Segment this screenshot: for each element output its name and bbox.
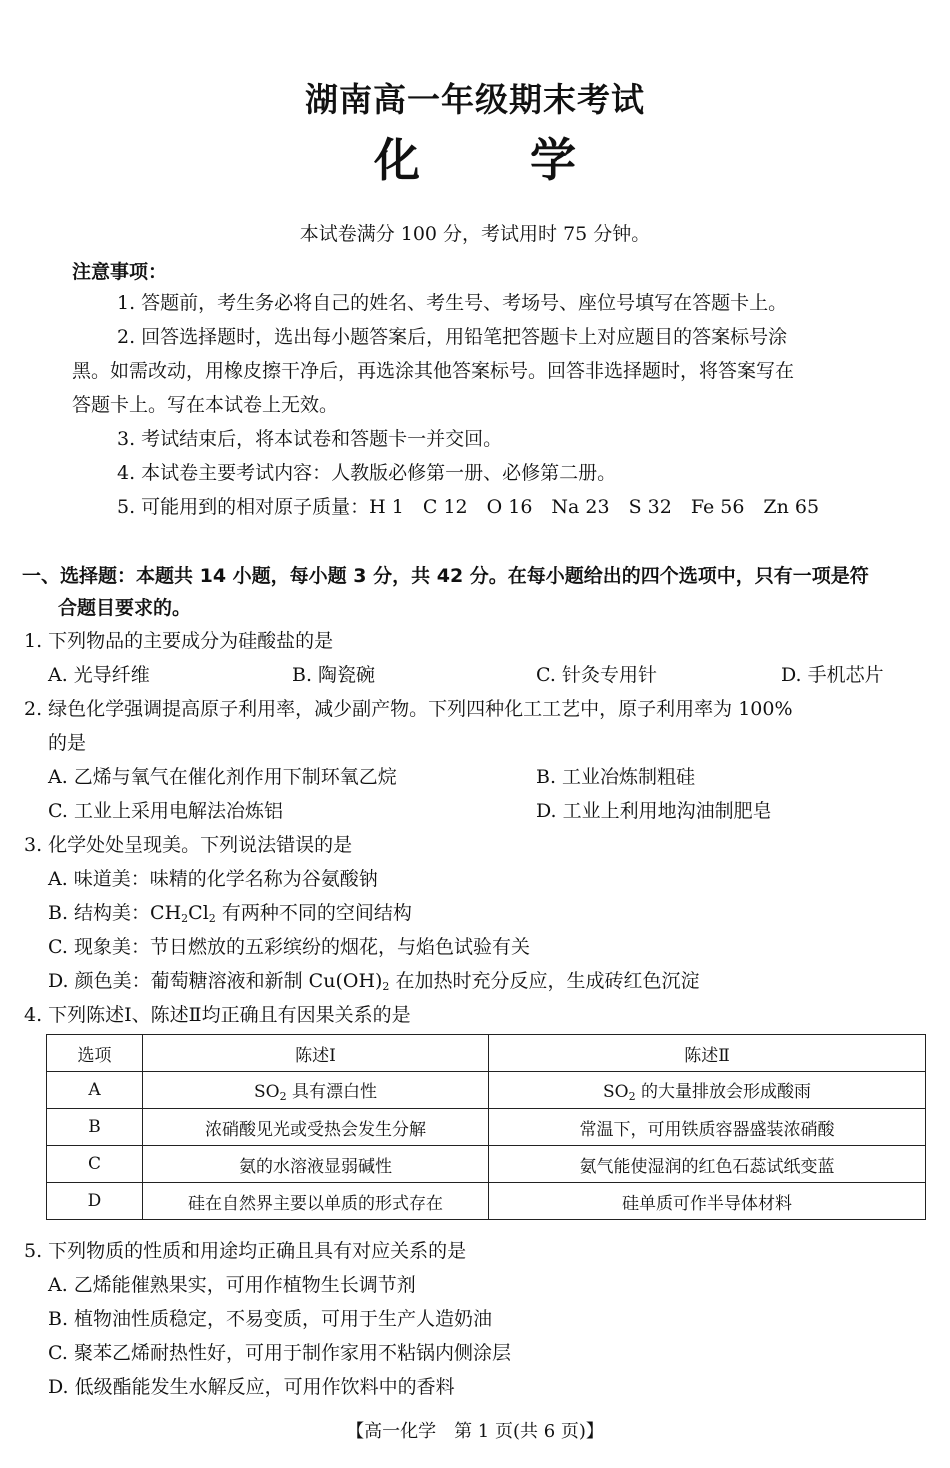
section-heading-line-1: 一、选择题：本题共 14 小题，每小题 3 分，共 42 分。在每小题给出的四个选项中，只有一项是符 bbox=[22, 565, 869, 587]
question-1-option-b: B. 陶瓷碗 bbox=[292, 664, 376, 686]
table-cell: 硅单质可作半导体材料 bbox=[489, 1183, 926, 1220]
question-2-stem-line-1: 2. 绿色化学强调提高原子利用率，减少副产物。下列四种化工工艺中，原子利用率为 100% bbox=[24, 698, 793, 720]
notice-item-3: 3. 考试结束后，将本试卷和答题卡一并交回。 bbox=[117, 428, 503, 450]
question-4-table bbox=[46, 1034, 926, 1220]
table-cell: D bbox=[47, 1183, 143, 1220]
table-cell: 氨的水溶液显弱碱性 bbox=[143, 1146, 489, 1183]
question-4-stem: 4. 下列陈述Ⅰ、陈述Ⅱ均正确且有因果关系的是 bbox=[24, 1004, 411, 1026]
question-3-option-c: C. 现象美：节日燃放的五彩缤纷的烟花，与焰色试验有关 bbox=[48, 936, 530, 958]
section-heading-line-2: 合题目要求的。 bbox=[58, 597, 192, 619]
page-footer: 【高一化学 第 1 页(共 6 页)】 bbox=[346, 1421, 604, 1442]
table-cell: $SO_2$ 的大量排放会形成酸雨 bbox=[489, 1072, 926, 1109]
table-row bbox=[47, 1183, 926, 1220]
table-cell: 硅在自然界主要以单质的形式存在 bbox=[143, 1183, 489, 1220]
question-2-option-b: B. 工业冶炼制粗硅 bbox=[536, 766, 696, 788]
table-cell: 氨气能使湿润的红色石蕊试纸变蓝 bbox=[489, 1146, 926, 1183]
question-2-stem-line-2: 的是 bbox=[48, 732, 87, 754]
table-header-cell: 陈述Ⅱ bbox=[489, 1035, 926, 1072]
question-1-option-c: C. 针灸专用针 bbox=[536, 664, 657, 686]
subject-char-2: 学 bbox=[530, 133, 576, 187]
table-header-cell: 陈述Ⅰ bbox=[143, 1035, 489, 1072]
table-cell: A bbox=[47, 1072, 143, 1109]
question-1-stem: 1. 下列物品的主要成分为硅酸盐的是 bbox=[24, 630, 334, 652]
question-1-option-a: A. 光导纤维 bbox=[48, 664, 150, 686]
question-2-option-a: A. 乙烯与氧气在催化剂作用下制环氧乙烷 bbox=[48, 766, 397, 788]
table-cell: B bbox=[47, 1109, 143, 1146]
question-3-option-d: D. 颜色美：葡萄糖溶液和新制 $Cu(OH)_2$ 在加热时充分反应，生成砖红色沉淀 bbox=[48, 970, 700, 993]
table-cell: 常温下，可用铁质容器盛装浓硝酸 bbox=[489, 1109, 926, 1146]
table-row bbox=[47, 1146, 926, 1183]
table-cell: $SO_2$ 具有漂白性 bbox=[143, 1072, 489, 1109]
table-cell: C bbox=[47, 1146, 143, 1183]
question-5-option-b: B. 植物油性质稳定，不易变质，可用于生产人造奶油 bbox=[48, 1308, 493, 1330]
question-5-stem: 5. 下列物质的性质和用途均正确且具有对应关系的是 bbox=[24, 1240, 467, 1262]
question-2-option-c: C. 工业上采用电解法冶炼铝 bbox=[48, 800, 283, 822]
question-3-stem: 3. 化学处处呈现美。下列说法错误的是 bbox=[24, 834, 353, 856]
table-header-row bbox=[47, 1035, 926, 1072]
question-5-option-d: D. 低级酯能发生水解反应，可用作饮料中的香料 bbox=[48, 1376, 455, 1398]
table-row bbox=[47, 1109, 926, 1146]
question-3-option-b: B. 结构美：$CH_2Cl_2$ 有两种不同的空间结构 bbox=[48, 902, 412, 925]
notice-item-4: 4. 本试卷主要考试内容：人教版必修第一册、必修第二册。 bbox=[117, 462, 617, 484]
question-2-option-d: D. 工业上利用地沟油制肥皂 bbox=[536, 800, 772, 822]
notice-item-2-line-3: 答题卡上。写在本试卷上无效。 bbox=[72, 394, 339, 416]
table-header-cell: 选项 bbox=[47, 1035, 143, 1072]
exam-title: 湖南高一年级期末考试 bbox=[305, 80, 645, 119]
subject-title bbox=[0, 124, 950, 190]
subject-char-1: 化 bbox=[374, 133, 420, 187]
exam-info: 本试卷满分 100 分，考试用时 75 分钟。 bbox=[299, 223, 651, 245]
notice-heading: 注意事项： bbox=[72, 261, 168, 283]
question-5-option-a: A. 乙烯能催熟果实，可用作植物生长调节剂 bbox=[48, 1274, 416, 1296]
question-3-option-a: A. 味道美：味精的化学名称为谷氨酸钠 bbox=[48, 868, 378, 890]
notice-item-5: 5. 可能用到的相对原子质量：H 1 C 12 O 16 Na 23 S 32 Fe 56 Zn 65 bbox=[117, 496, 820, 518]
question-1-option-d: D. 手机芯片 bbox=[781, 664, 884, 686]
notice-item-1: 1. 答题前，考生务必将自己的姓名、考生号、考场号、座位号填写在答题卡上。 bbox=[117, 292, 788, 314]
notice-item-2-line-2: 黑。如需改动，用橡皮擦干净后，再选涂其他答案标号。回答非选择题时，将答案写在 bbox=[72, 360, 795, 382]
table-cell: 浓硝酸见光或受热会发生分解 bbox=[143, 1109, 489, 1146]
notice-item-2-line-1: 2. 回答选择题时，选出每小题答案后，用铅笔把答题卡上对应题目的答案标号涂 bbox=[117, 326, 788, 348]
question-5-option-c: C. 聚苯乙烯耐热性好，可用于制作家用不粘锅内侧涂层 bbox=[48, 1342, 511, 1364]
table-row bbox=[47, 1072, 926, 1109]
